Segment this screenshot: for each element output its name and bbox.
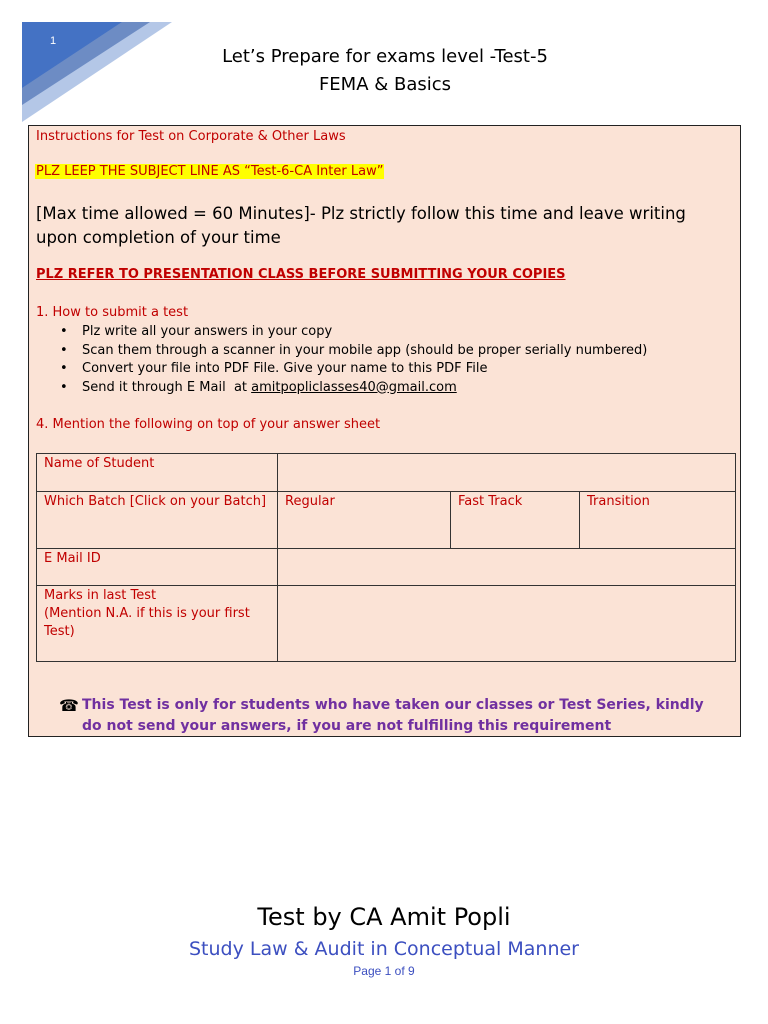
- batch-option-transition[interactable]: Transition: [580, 492, 736, 549]
- bullet-icon: •: [60, 361, 68, 376]
- corner-decoration: [0, 0, 180, 125]
- max-time-notice: [Max time allowed = 60 Minutes]- Plz strictly follow this time and leave writing upon completion of your time: [36, 204, 686, 247]
- list-item: • Convert your file into PDF File. Give your name to this PDF File: [57, 360, 647, 379]
- marks-label-line2: (Mention N.A. if this is your first Test): [44, 606, 250, 639]
- submit-steps-list: [57, 323, 647, 397]
- table-row: [37, 549, 736, 586]
- header-title-line1: Let’s Prepare for exams level -Test-5: [222, 46, 548, 67]
- telephone-icon: ☎: [59, 696, 79, 715]
- list-item: • Scan them through a scanner in your mobile app (should be proper serially numbered): [57, 342, 647, 361]
- mention-title: 4. Mention the following on top of your answer sheet: [36, 417, 381, 432]
- footer-page-number: Page 1 of 9: [353, 964, 415, 978]
- name-input-cell[interactable]: [278, 454, 736, 492]
- bullet-icon: •: [60, 342, 68, 358]
- marks-input-cell[interactable]: [278, 586, 736, 662]
- batch-option-fast-track[interactable]: Fast Track: [451, 492, 580, 549]
- corner-page-number: 1: [50, 35, 57, 47]
- instructions-title: Instructions for Test on Corporate & Other Laws: [36, 129, 346, 144]
- list-item: • Send it through E Mail at amitpopliclasses40@gmail.com: [57, 379, 647, 398]
- marks-label-line1: Marks in last Test: [44, 588, 157, 603]
- bullet-icon: •: [60, 324, 68, 339]
- bullet-icon: •: [60, 379, 68, 395]
- student-info-table: [36, 453, 736, 662]
- email-input-cell[interactable]: [278, 549, 736, 586]
- refer-presentation-notice: PLZ REFER TO PRESENTATION CLASS BEFORE SUBMITTING YOUR COPIES: [36, 267, 566, 282]
- table-row: [37, 454, 736, 492]
- batch-option-regular[interactable]: Regular: [278, 492, 451, 549]
- marks-label-cell: [37, 586, 278, 662]
- list-item: • Plz write all your answers in your copy: [57, 323, 647, 342]
- email-link[interactable]: amitpopliclasses40@gmail.com: [251, 379, 457, 395]
- eligibility-note: [59, 695, 719, 737]
- email-label-cell: E Mail ID: [37, 549, 278, 586]
- name-label-cell: Name of Student: [37, 454, 278, 492]
- batch-label-cell: Which Batch [Click on your Batch]: [37, 492, 278, 549]
- footer-title: Test by CA Amit Popli: [257, 903, 511, 931]
- how-to-submit-title: 1. How to submit a test: [36, 305, 189, 320]
- eligibility-note-text: This Test is only for students who have taken our classes or Test Series, kindly do not send your answers, if you are not fulfilling this requirement: [82, 697, 704, 734]
- subject-line-notice: PLZ LEEP THE SUBJECT LINE AS “Test-6-CA Inter Law”: [36, 164, 384, 179]
- table-row: [37, 492, 736, 549]
- table-row: [37, 586, 736, 662]
- instructions-box: [28, 125, 741, 737]
- footer-subtitle: Study Law & Audit in Conceptual Manner: [189, 938, 579, 960]
- header-title-line2: FEMA & Basics: [318, 74, 452, 95]
